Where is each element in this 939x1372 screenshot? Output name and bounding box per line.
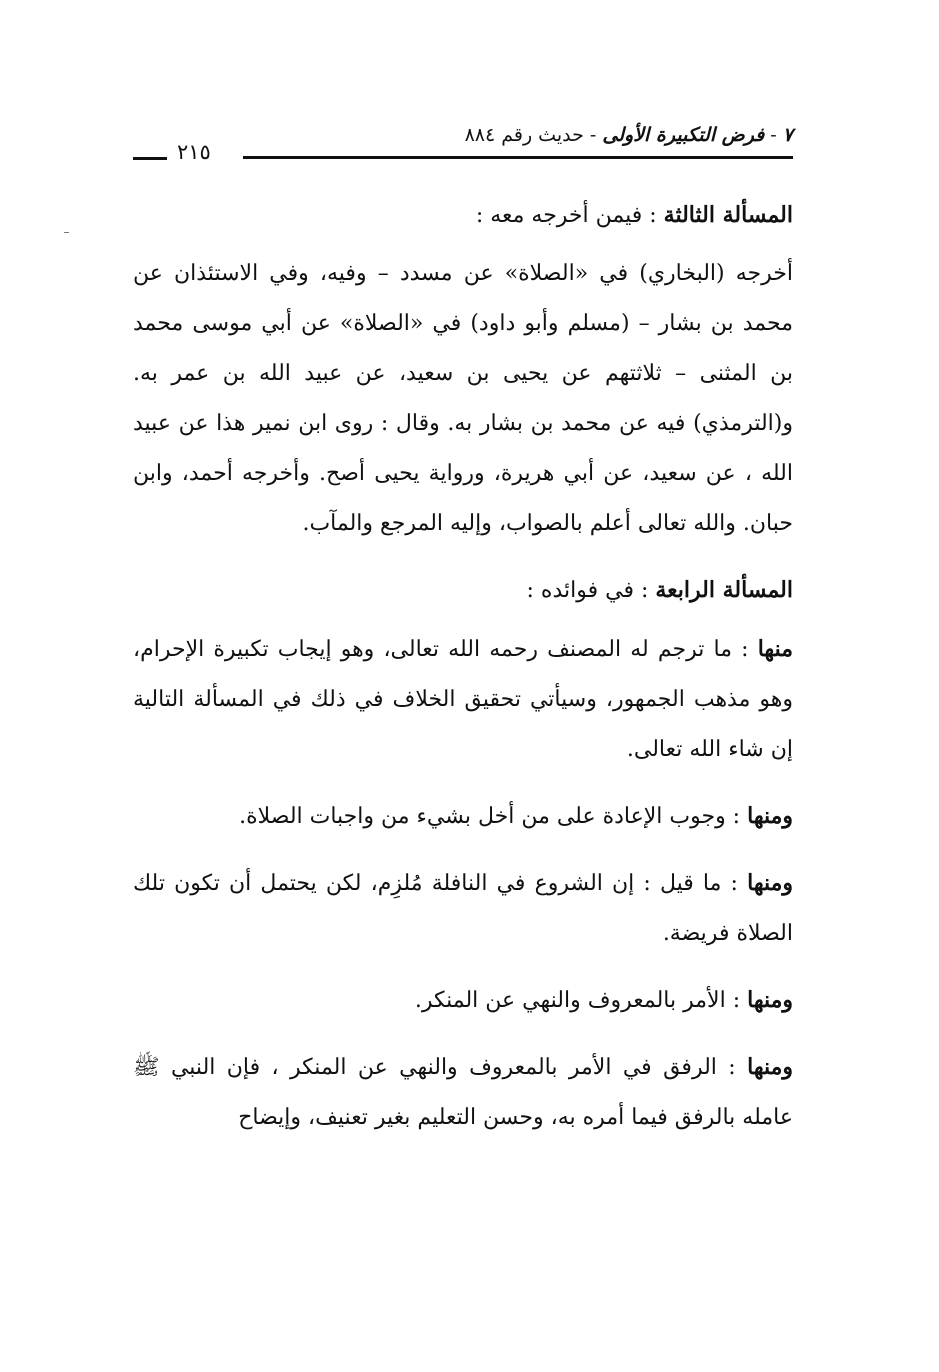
page-body (133, 190, 793, 1159)
page-number-dash (133, 157, 167, 160)
paragraph (133, 624, 793, 775)
paragraph-text: : وجوب الإعادة على من أخل بشيء من واجبات الصلاة. (239, 804, 741, 829)
chapter-number: ٧ (782, 124, 793, 146)
paragraph-text: : ما ترجم له المصنف رحمه الله تعالى، وهو إيجاب تكبيرة الإحرام، وهو مذهب الجمهور، وسيأتي تحقيق الخلاف في ذلك في المسألة التالية إن شاء الله تعالى. (133, 637, 793, 762)
paragraph-text: : ما قيل : إن الشروع في النافلة مُلزِم، لكن يحتمل أن تكون تلك الصلاة فريضة. (133, 871, 793, 946)
header-rule (243, 156, 793, 159)
scan-mark (64, 232, 69, 233)
paragraph-lead: ومنها (747, 803, 793, 829)
section-subtitle: : في فوائده : (526, 578, 649, 603)
paragraph-text: : الأمر بالمعروف والنهي عن المنكر. (414, 988, 741, 1013)
paragraph (133, 858, 793, 959)
paragraph-lead: ومنها (747, 870, 793, 896)
paragraph-lead: ومنها (747, 987, 793, 1013)
hadith-reference: حديث رقم ٨٨٤ (464, 124, 584, 146)
chapter-title: فرض التكبيرة الأولى (602, 124, 765, 146)
page-number-block (133, 140, 233, 166)
chapter-heading: ٧ - فرض التكبيرة الأولى - حديث رقم ٨٨٤ (464, 124, 793, 146)
paragraph (133, 975, 793, 1026)
section-title: المسألة الثالثة (663, 202, 793, 228)
section-heading (133, 565, 793, 616)
paragraph-lead: منها (757, 636, 793, 662)
section-subtitle: : فيمن أخرجه معه : (475, 203, 657, 228)
paragraph-text: : الرفق في الأمر بالمعروف والنهي عن المنكر ، فإن النبي ﷺ عامله بالرفق فيما أمره به، وحسن التعليم بغير تعنيف، وإيضاح (133, 1055, 793, 1130)
paragraph: أخرجه (البخاري) في «الصلاة» عن مسدد – وفيه، وفي الاستئذان عن محمد بن بشار – (مسلم وأبو داود) في «الصلاة» عن أبي موسى محمد بن المثنى – ثلاثتهم عن يحيى بن سعيد، عن عبيد الله بن عمر به. و(الترمذي) فيه عن محمد بن بشار به. وقال : روى ابن نمير هذا عن عبيد الله ، عن سعيد، عن أبي هريرة، ورواية يحيى أصح. وأخرجه أحمد، وابن حبان. والله تعالى أعلم بالصواب، وإليه المرجع والمآب. (133, 261, 793, 536)
paragraph (133, 1042, 793, 1143)
running-header (133, 118, 793, 162)
page-number: ٢١٥ (177, 140, 211, 164)
paragraph-lead: ومنها (747, 1054, 793, 1080)
paragraph (133, 791, 793, 842)
section-title: المسألة الرابعة (655, 577, 793, 603)
section-heading (133, 190, 793, 241)
